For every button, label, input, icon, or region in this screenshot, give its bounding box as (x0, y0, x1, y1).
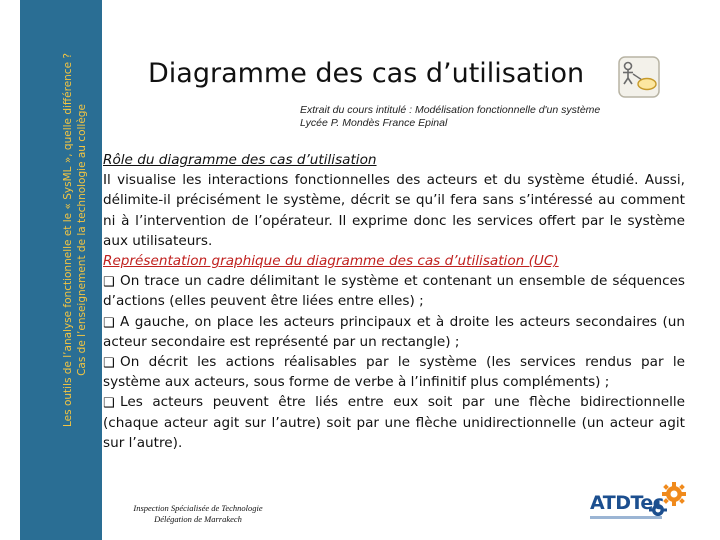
footer-credit (108, 503, 288, 525)
checkbox-bullet-icon: ❑ (103, 396, 115, 412)
bullet-item (103, 392, 685, 453)
footer-line1: Inspection Spécialisée de Technologie (133, 503, 263, 513)
checkbox-bullet-icon: ❑ (103, 275, 115, 291)
sidebar-caption (62, 30, 89, 450)
use-case-diagram-icon (618, 56, 660, 98)
main-content (103, 150, 685, 453)
bullet-item (103, 352, 685, 392)
paragraph-role: Il visualise les interactions fonctionnelles des acteurs et du système étudié. Aussi, délimite-il précisément le système, décrit se qu’il fera sans s’intéressé au comment ni à l’intervention de l’opérateur. Il exprime donc les services offert par le système aux utilisateurs. (103, 172, 685, 249)
footer-line2: Délégation de Marrakech (154, 514, 242, 524)
logo-wordmark: ATDTec (590, 492, 664, 514)
source-line1: Extrait du cours intitulé : Modélisation fonctionnelle d'un système (300, 104, 601, 116)
bullet-item (103, 271, 685, 311)
sidebar-band (20, 0, 102, 540)
bullet-item (103, 312, 685, 352)
sidebar-caption-line1: Les outils de l’analyse fonctionnelle et le « SysML », quelle différence ? (62, 53, 74, 427)
page-title: Diagramme des cas d’utilisation (148, 58, 585, 89)
atdtec-logo (586, 480, 690, 528)
bullet-text: On décrit les actions réalisables par le système (les services rendus par le système aux acteurs, sous forme de verbe à l’infinitif plus compléments) ; (103, 354, 685, 391)
source-line2: Lycée P. Mondès France Epinal (300, 117, 448, 129)
checkbox-bullet-icon: ❑ (103, 356, 115, 372)
bullet-text: Les acteurs peuvent être liés entre eux soit par une flèche bidirectionnelle (chaque acteur agit sur l’autre) soit par une flèche unidirectionnelle (un acteur agit sur l’autre). (103, 394, 685, 451)
logo-tagline-bar (590, 516, 662, 519)
checkbox-bullet-icon: ❑ (103, 315, 115, 331)
sidebar-caption-line2: Cas de l’enseignement de la technologie au collège (75, 104, 88, 376)
section-heading-representation: Représentation graphique du diagramme des cas d’utilisation (UC) (103, 253, 559, 270)
source-reference (300, 104, 700, 130)
bullet-text: On trace un cadre délimitant le système et contenant un ensemble de séquences d’actions (elles peuvent être liées entre elles) ; (103, 273, 685, 310)
bullet-text: A gauche, on place les acteurs principaux et à droite les acteurs secondaires (un acteur secondaire est représenté par un rectangle) ; (103, 313, 685, 350)
section-heading-role: Rôle du diagramme des cas d’utilisation (103, 152, 377, 168)
